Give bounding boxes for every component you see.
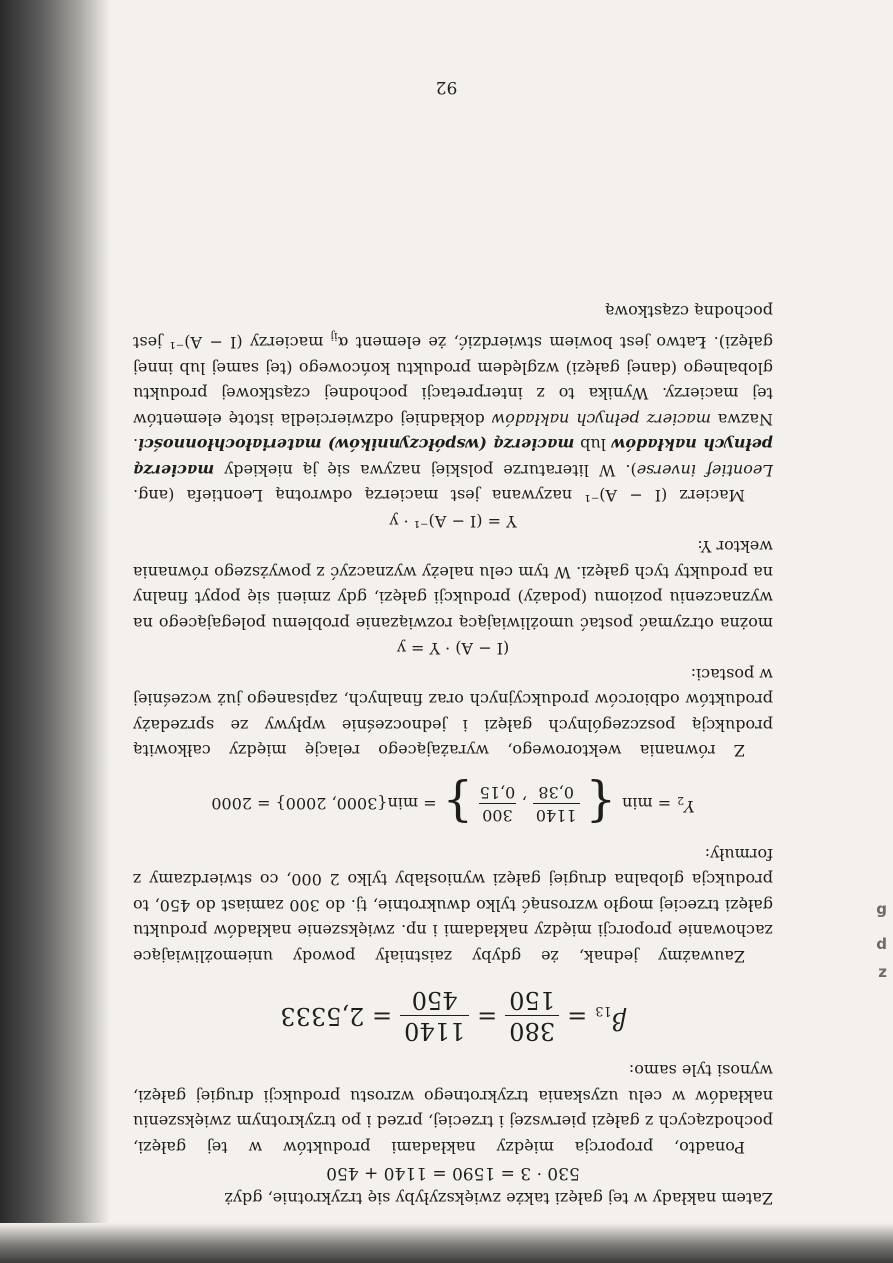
equation-beta: $\beta_{13}$ = 380 150 = 1140 450 = 2,5333 (280, 986, 626, 1045)
equation-rhs: = 2,5333 (280, 1002, 393, 1031)
margin-glyph: d (876, 935, 887, 953)
paragraph: Z równania wektorowego, wyrażającego relację między całkowitą produkcją poszczególnych gałęzi i jednocześnie wpływy ze sprzedaży produktów odbiorców produkcyjnych oraz finalnych, zapisanego już wcześniej w postaci: (133, 665, 773, 761)
margin-glyph: z (878, 963, 887, 981)
paragraph: Macierz (I − A)⁻¹ nazywana jest macierzą odwrotną Leontiefa (ang. Leontief inverse). W literaturze polskiej nazywa się ją niekiedy macierzą pełnych nakładów lub macierzą (współczynników) materiałochłonności. Nazwa macierz pełnych nakładów dokładniej odzwierciedla istotę elementów tej macierzy. Wynika to z interpretacji pochodnej cząstkowej produktu globalnego (danej gałęzi) względem produktu końcowego (tej samej lub innej gałęzi). Łatwo jest bowiem stwierdzić, że element $\alpha_{ij}$ macierzy (I − A)⁻¹ jest pochodną cząstkową (132, 301, 773, 506)
paragraph: Zauważmy jednak, że gdyby zaistniały powody uniemożliwiające zachowanie proporcji między nakładami i np. zwiększenie nakładów produktu gałęzi trzeciej mogło wzrosnąć tylko dwukrotnie, tj. do 300 zamiast do 450, to produkcja globalna drugiej gałęzi wyniosłaby tylko 2 000, co stwierdzamy z formuły: (133, 845, 773, 966)
page-body (133, 298, 773, 1211)
equation-lhs: $Y_2$ (677, 794, 695, 817)
paragraph: Ponadto, proporcja między nakładami produktów w tej gałęzi, pochodzących z gałęzi pierwszej i trzeciej, przed i po trzykrotnym zwiększeniu nakładów w celu uzyskania trzykrotnego wzrostu produkcji drugiej gałęzi, wynosi tyle samo: (133, 1061, 773, 1157)
page-number: 92 (435, 77, 458, 97)
equation: 530 · 3 = 1590 = 1140 + 450 (326, 1163, 580, 1184)
equation-rhs: = min{3000, 2000} = 2000 (211, 794, 437, 814)
equation: (I − A) · Y = y (396, 639, 510, 659)
fraction: 300 0,15 (479, 783, 516, 825)
equation-lhs: $\beta_{13}$ (595, 1003, 626, 1036)
equation-min: $Y_2$ = min { 1140 0,38 , 300 0,15 } = min{3000, 2000} = 2000 (211, 775, 695, 832)
paragraph: można otrzymać postać umożliwiającą rozwiązanie problemu polegającego na wyznaczeniu poziomu (podaży) produkcji gałęzi, gdy zmieni się popyt finalny na produkty tych gałęzi. W tym celu należy wyznaczyć z powyższego równania wektor Y: (133, 537, 773, 633)
paragraph: Zatem nakłady w tej gałęzi także zwiększyłyby się trzykrotnie, gdyż (224, 1189, 773, 1208)
margin-glyph: g (876, 900, 887, 918)
fraction: 380 150 (505, 985, 559, 1046)
fraction: 1140 450 (400, 985, 469, 1046)
fraction: 1140 0,38 (533, 781, 580, 826)
equation: Y = (I − A)⁻¹ · y (389, 512, 517, 531)
